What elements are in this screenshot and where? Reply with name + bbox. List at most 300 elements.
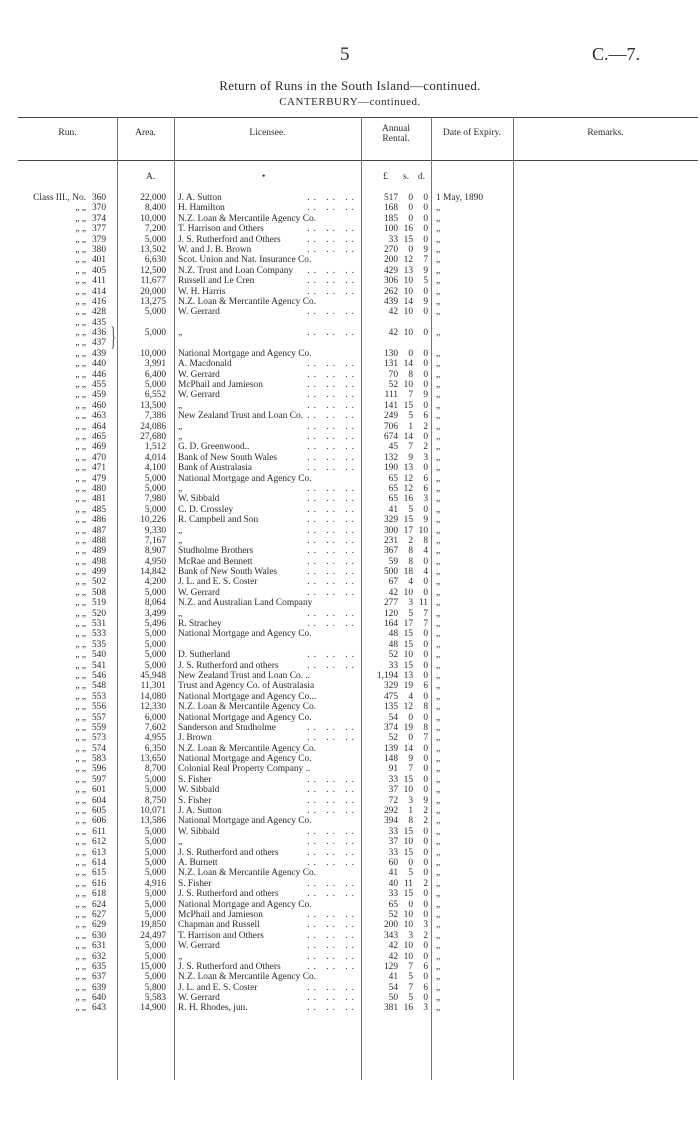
rental-pounds: 139 (383, 743, 398, 754)
table-row (0, 422, 700, 432)
run-prefix: „ „ (75, 525, 86, 536)
expiry-date: „ (436, 286, 441, 297)
header-area: Area. (135, 128, 156, 138)
rental-pounds: 100 (383, 224, 398, 235)
rental-pounds: 200 (383, 920, 398, 931)
run-number: 616 (91, 878, 106, 889)
rental-shillings: 8 (408, 369, 413, 380)
licensee-name: J. L. and E. S. Coster .. .. .. (178, 982, 358, 993)
rental-shillings: 15 (403, 660, 413, 671)
rental-pence: 2 (423, 442, 428, 453)
expiry-date: „ (436, 785, 441, 796)
licensee-name: National Mortgage and Agency Co. (178, 754, 312, 765)
area-value: 13,502 (140, 244, 166, 255)
rental-shillings: 17 (403, 619, 413, 630)
run-number: 498 (91, 556, 106, 567)
licensee-name: New Zealand Trust and Loan Co. .. .. .. (178, 411, 358, 422)
area-value: 24,086 (140, 421, 166, 432)
rental-shillings: 14 (403, 431, 413, 442)
licensee-name: J. A. Sutton .. .. .. (178, 193, 358, 203)
run-number: 639 (91, 982, 106, 993)
run-number: 520 (91, 608, 106, 619)
table-row (0, 505, 700, 515)
licensee-name: C. D. Crossley .. .. .. (178, 504, 358, 515)
expiry-date: „ (436, 806, 441, 817)
expiry-date: „ (436, 255, 441, 266)
rental-pounds: 41 (388, 972, 398, 983)
run-number: 465 (91, 431, 106, 442)
run-number: 583 (91, 754, 106, 765)
run-number: 446 (91, 369, 106, 380)
run-prefix: „ „ (75, 951, 86, 962)
area-value: 5,496 (144, 619, 166, 630)
licensee-name: S. Fisher .. .. .. (178, 774, 358, 785)
run-number: 559 (91, 722, 106, 733)
rental-shillings: 14 (403, 743, 413, 754)
licensee-name: J. S. Rutherford and Others .. .. .. (178, 961, 358, 972)
table-row (0, 338, 700, 348)
licensee-name: W. Gerrard .. .. .. (178, 587, 358, 598)
run-number: 541 (91, 660, 106, 671)
expiry-date: „ (436, 619, 441, 630)
rental-shillings: 15 (403, 826, 413, 837)
table-row (0, 567, 700, 577)
expiry-date: „ (436, 733, 441, 744)
licensee-name: „ .. .. .. (178, 951, 358, 962)
licensee-name: N.Z. and Australian Land Company (178, 598, 313, 609)
area-value: 6,350 (144, 743, 166, 754)
area-value: 5,000 (144, 889, 166, 900)
area-value: 5,000 (144, 328, 166, 339)
area-value: 5,000 (144, 785, 166, 796)
rental-pounds: 41 (388, 868, 398, 879)
leader-dots: .. .. .. (307, 1003, 358, 1014)
area-value: 5,000 (144, 858, 166, 868)
rental-pence: 0 (423, 774, 428, 785)
run-number: 416 (91, 296, 106, 307)
run-number: 643 (91, 1003, 106, 1014)
expiry-date: „ (436, 400, 441, 411)
run-number: 631 (91, 941, 106, 952)
area-value: 5,000 (144, 837, 166, 848)
area-value: 3,991 (144, 359, 166, 370)
run-prefix: „ „ (75, 681, 86, 692)
run-prefix: „ „ (75, 878, 86, 889)
leader-dots: .. .. .. (307, 276, 358, 287)
area-value: 4,950 (144, 556, 166, 567)
rental-shillings: 8 (408, 816, 413, 827)
rental-shillings: 0 (408, 213, 413, 224)
rental-pence: 0 (423, 909, 428, 920)
rental-pounds: 52 (388, 650, 398, 661)
table-row (0, 952, 700, 962)
expiry-date: „ (436, 234, 441, 245)
rental-pounds: 33 (388, 234, 398, 245)
rental-pence: 3 (423, 1003, 428, 1014)
rental-pounds: 48 (388, 639, 398, 650)
rental-pounds: 42 (388, 951, 398, 962)
rental-pence: 0 (423, 941, 428, 952)
rental-pence: 6 (423, 681, 428, 692)
run-prefix: „ „ (75, 868, 86, 879)
run-prefix: „ „ (75, 390, 86, 401)
run-prefix: „ „ (75, 670, 86, 681)
licensee-name: „ .. .. .. (178, 421, 358, 432)
leader-dots: .. .. .. (307, 411, 358, 422)
rental-pence: 4 (423, 567, 428, 578)
licensee-name: Colonial Real Property Company .. (178, 764, 311, 775)
licensee-name: A. Macdonald .. .. .. (178, 359, 358, 370)
licensee-name: T. Harrison and Others .. .. .. (178, 930, 358, 941)
rental-shillings: 5 (408, 411, 413, 422)
run-prefix: „ „ (75, 556, 86, 567)
table-row (0, 214, 700, 224)
rental-pounds: 120 (383, 608, 398, 619)
licensee-name: „ .. .. .. (178, 525, 358, 536)
table-row (0, 380, 700, 390)
table-row (0, 640, 700, 650)
area-value: 5,000 (144, 504, 166, 515)
rental-shillings: 7 (408, 390, 413, 401)
rental-pence: 8 (423, 702, 428, 713)
leader-dots: .. .. .. (307, 930, 358, 941)
table-row (0, 858, 700, 868)
licensee-name: „ .. .. .. (178, 483, 358, 494)
area-value: 4,200 (144, 577, 166, 588)
rental-pence: 0 (423, 868, 428, 879)
run-number: 377 (91, 224, 106, 235)
rental-pence: 3 (423, 920, 428, 931)
leader-dots: .. .. .. (307, 961, 358, 972)
run-prefix: „ „ (75, 535, 86, 546)
table-row (0, 297, 700, 307)
leader-dots: .. .. .. (307, 951, 358, 962)
run-number: 487 (91, 525, 106, 536)
leader-dots: .. .. .. (307, 307, 358, 318)
run-prefix: „ „ (75, 806, 86, 817)
licensee-name: McPhail and Jamieson .. .. .. (178, 380, 358, 391)
rental-pounds: 52 (388, 380, 398, 391)
licensee-name: McPhail and Jamieson .. .. .. (178, 909, 358, 920)
leader-dots: .. .. .. (307, 463, 358, 474)
leader-dots: .. .. .. (307, 733, 358, 744)
area-value: 8,907 (144, 546, 166, 557)
area-value: 5,000 (144, 941, 166, 952)
area-value: 8,400 (144, 203, 166, 214)
rental-shillings: 7 (408, 764, 413, 775)
leader-dots: .. .. .. (307, 504, 358, 515)
expiry-date: „ (436, 1003, 441, 1014)
leader-dots: .. .. .. (307, 982, 358, 993)
expiry-date: „ (436, 774, 441, 785)
expiry-date: „ (436, 702, 441, 713)
rental-shillings: 5 (408, 972, 413, 983)
leader-dots: .. .. .. (307, 847, 358, 858)
rental-pounds: 277 (383, 598, 398, 609)
licensee-name: W. H. Harris .. .. .. (178, 286, 358, 297)
run-number: 360 (91, 193, 106, 203)
rental-pounds: 374 (383, 722, 398, 733)
rental-pounds: 231 (383, 535, 398, 546)
leader-dots: .. .. .. (307, 567, 358, 578)
rental-shillings: 14 (403, 296, 413, 307)
expiry-date: „ (436, 598, 441, 609)
table-row (0, 526, 700, 536)
expiry-date: „ (436, 650, 441, 661)
licensee-name: N.Z. Loan & Mercantile Agency Co. (178, 743, 316, 754)
licensee-name: Russell and Le Cren .. .. .. (178, 276, 358, 287)
leader-dots: .. .. .. (307, 774, 358, 785)
area-value: 4,955 (144, 733, 166, 744)
header-expiry: Date of Expiry. (442, 128, 502, 138)
rental-pounds: 394 (383, 816, 398, 827)
table-row (0, 650, 700, 660)
rental-shillings: 3 (408, 598, 413, 609)
area-value: 13,650 (140, 754, 166, 765)
rental-pence: 3 (423, 452, 428, 463)
run-number: 479 (91, 473, 106, 484)
leader-dots: .. .. .. (307, 878, 358, 889)
leader-dots: .. .. .. (307, 442, 358, 453)
table-row (0, 754, 700, 764)
rental-pence: 2 (423, 930, 428, 941)
rental-pence: 0 (423, 826, 428, 837)
run-prefix: „ „ (75, 504, 86, 515)
run-prefix: „ „ (75, 338, 86, 349)
area-value: 5,000 (144, 847, 166, 858)
rental-shillings: 4 (408, 577, 413, 588)
licensee-name: W. Gerrard .. .. .. (178, 390, 358, 401)
rental-shillings: 10 (403, 380, 413, 391)
rental-shillings: 10 (403, 587, 413, 598)
licensee-name: Trust and Agency Co. of Australasia (178, 681, 315, 692)
rental-pounds: 72 (388, 795, 398, 806)
licensee-name: National Mortgage and Agency Co. (178, 816, 312, 827)
leader-dots: .. .. .. (307, 525, 358, 536)
leader-dots: .. .. .. (307, 806, 358, 817)
run-prefix: „ „ (75, 639, 86, 650)
run-number: 557 (91, 712, 106, 723)
table-row (0, 287, 700, 297)
rental-shillings: 19 (403, 722, 413, 733)
expiry-date: „ (436, 213, 441, 224)
run-number: 535 (91, 639, 106, 650)
rental-pence: 0 (423, 577, 428, 588)
expiry-date: „ (436, 639, 441, 650)
rental-pounds: 306 (383, 276, 398, 287)
rental-shillings: 0 (408, 193, 413, 203)
area-value: 5,000 (144, 899, 166, 910)
expiry-date: „ (436, 795, 441, 806)
licensee-name: Bank of New South Wales .. .. .. (178, 567, 358, 578)
expiry-date: „ (436, 878, 441, 889)
rental-shillings: 10 (403, 951, 413, 962)
table-row (0, 442, 700, 452)
rental-pence: 7 (423, 619, 428, 630)
table-row (0, 266, 700, 276)
licensee-name: W. Sibbald .. .. .. (178, 826, 358, 837)
run-number: 556 (91, 702, 106, 713)
rental-pence: 2 (423, 816, 428, 827)
rental-pounds: 65 (388, 483, 398, 494)
rental-shillings: 15 (403, 639, 413, 650)
expiry-date: „ (436, 328, 441, 339)
expiry-date: „ (436, 452, 441, 463)
area-value: 10,000 (140, 213, 166, 224)
table-row (0, 868, 700, 878)
run-number: 502 (91, 577, 106, 588)
area-value: 8,064 (144, 598, 166, 609)
rental-pence: 0 (423, 380, 428, 391)
bracket: } (110, 322, 116, 351)
table-row (0, 671, 700, 681)
rental-pence: 0 (423, 712, 428, 723)
expiry-date: „ (436, 535, 441, 546)
expiry-date: „ (436, 743, 441, 754)
area-value: 5,000 (144, 483, 166, 494)
leader-dots: .. .. .. (307, 785, 358, 796)
area-value: 5,000 (144, 234, 166, 245)
header-run: Run. (58, 128, 77, 138)
rental-shillings: 16 (403, 494, 413, 505)
table-row (0, 546, 700, 556)
table-row (0, 588, 700, 598)
run-prefix: „ „ (75, 722, 86, 733)
licensee-name: A. Burnett .. .. .. (178, 858, 358, 868)
run-prefix: „ „ (75, 650, 86, 661)
run-number: 640 (91, 993, 106, 1004)
rental-pence: 9 (423, 265, 428, 276)
licensee-name: W. Gerrard .. .. .. (178, 307, 358, 318)
licensee-name: W. Sibbald .. .. .. (178, 785, 358, 796)
table-body (0, 193, 700, 1014)
rental-pounds: 52 (388, 733, 398, 744)
licensee-name: R. Strachey .. .. .. (178, 619, 358, 630)
area-value: 3,499 (144, 608, 166, 619)
area-value: 14,842 (140, 567, 166, 578)
run-number: 606 (91, 816, 106, 827)
top-rule (18, 117, 698, 118)
expiry-date: „ (436, 722, 441, 733)
rental-pounds: 91 (388, 764, 398, 775)
rental-pence: 7 (423, 255, 428, 266)
rental-shillings: 12 (403, 483, 413, 494)
run-number: 469 (91, 442, 106, 453)
expiry-date: „ (436, 431, 441, 442)
expiry-date: „ (436, 681, 441, 692)
leader-dots: .. .. .. (307, 234, 358, 245)
rental-shillings: 10 (403, 909, 413, 920)
run-prefix: „ „ (75, 712, 86, 723)
expiry-date: „ (436, 473, 441, 484)
rental-shillings: 15 (403, 234, 413, 245)
expiry-date: „ (436, 920, 441, 931)
area-value: 13,275 (140, 296, 166, 307)
run-prefix: „ „ (75, 982, 86, 993)
area-value: 12,500 (140, 265, 166, 276)
run-number: 635 (91, 961, 106, 972)
rental-shillings: 10 (403, 286, 413, 297)
area-value: 11,301 (140, 681, 166, 692)
area-value: 5,000 (144, 826, 166, 837)
area-value: 7,167 (144, 535, 166, 546)
rental-pounds: 300 (383, 525, 398, 536)
licensee-name: S. Fisher .. .. .. (178, 795, 358, 806)
rental-pounds: 1,194 (376, 670, 398, 681)
licensee-name: National Mortgage and Agency Co... (178, 691, 317, 702)
run-number: 615 (91, 868, 106, 879)
rental-shillings: 15 (403, 515, 413, 526)
run-number: 437 (91, 338, 106, 349)
rental-pounds: 111 (384, 390, 398, 401)
rental-shillings: 18 (403, 567, 413, 578)
table-row (0, 463, 700, 473)
rental-pence: 6 (423, 483, 428, 494)
table-row (0, 910, 700, 920)
rental-shillings: 0 (408, 348, 413, 359)
run-number: 531 (91, 619, 106, 630)
table-row (0, 972, 700, 982)
area-value: 7,602 (144, 722, 166, 733)
licensee-name: Bank of Australasia .. .. .. (178, 463, 358, 474)
run-number: 499 (91, 567, 106, 578)
licensee-name: J. S. Rutherford and others .. .. .. (178, 889, 358, 900)
area-value: 4,014 (144, 452, 166, 463)
page-number: 5 (340, 44, 350, 65)
rental-pounds: 292 (383, 806, 398, 817)
table-row (0, 827, 700, 837)
run-prefix: „ „ (75, 203, 86, 214)
leader-dots: .. .. .. (307, 244, 358, 255)
area-value: 27,680 (140, 431, 166, 442)
run-number: 405 (91, 265, 106, 276)
leader-dots: .. .. .. (307, 608, 358, 619)
run-number: 597 (91, 774, 106, 785)
area-value: 11,677 (140, 276, 166, 287)
licensee-name: National Mortgage and Agency Co. (178, 473, 312, 484)
run-prefix: „ „ (75, 431, 86, 442)
rental-pence: 7 (423, 733, 428, 744)
rental-pounds: 50 (388, 993, 398, 1004)
expiry-date: „ (436, 941, 441, 952)
licensee-name: J. S. Rutherford and Others .. .. .. (178, 234, 358, 245)
rental-pence: 0 (423, 993, 428, 1004)
area-value: 6,400 (144, 369, 166, 380)
run-number: 486 (91, 515, 106, 526)
run-number: 519 (91, 598, 106, 609)
run-prefix: „ „ (75, 265, 86, 276)
licensee-name: N.Z. Loan & Mercantile Agency Co. (178, 702, 316, 713)
run-number: 612 (91, 837, 106, 848)
expiry-date: „ (436, 307, 441, 318)
leader-dots: .. .. .. (307, 660, 358, 671)
run-number: 548 (91, 681, 106, 692)
rental-shillings: 12 (403, 702, 413, 713)
run-number: 553 (91, 691, 106, 702)
run-number: 411 (92, 276, 106, 287)
run-prefix: „ „ (75, 930, 86, 941)
leader-dots: .. .. .. (307, 650, 358, 661)
licensee-name: National Mortgage and Agency Co. (178, 712, 312, 723)
rental-shillings: 9 (408, 452, 413, 463)
rental-pounds: 33 (388, 847, 398, 858)
area-value: 6,552 (144, 390, 166, 401)
expiry-date: „ (436, 296, 441, 307)
run-prefix: „ „ (75, 1003, 86, 1014)
licensee-name: Sanderson and Studholme .. .. .. (178, 722, 358, 733)
run-prefix: „ „ (75, 348, 86, 359)
rental-shillings: 9 (408, 754, 413, 765)
